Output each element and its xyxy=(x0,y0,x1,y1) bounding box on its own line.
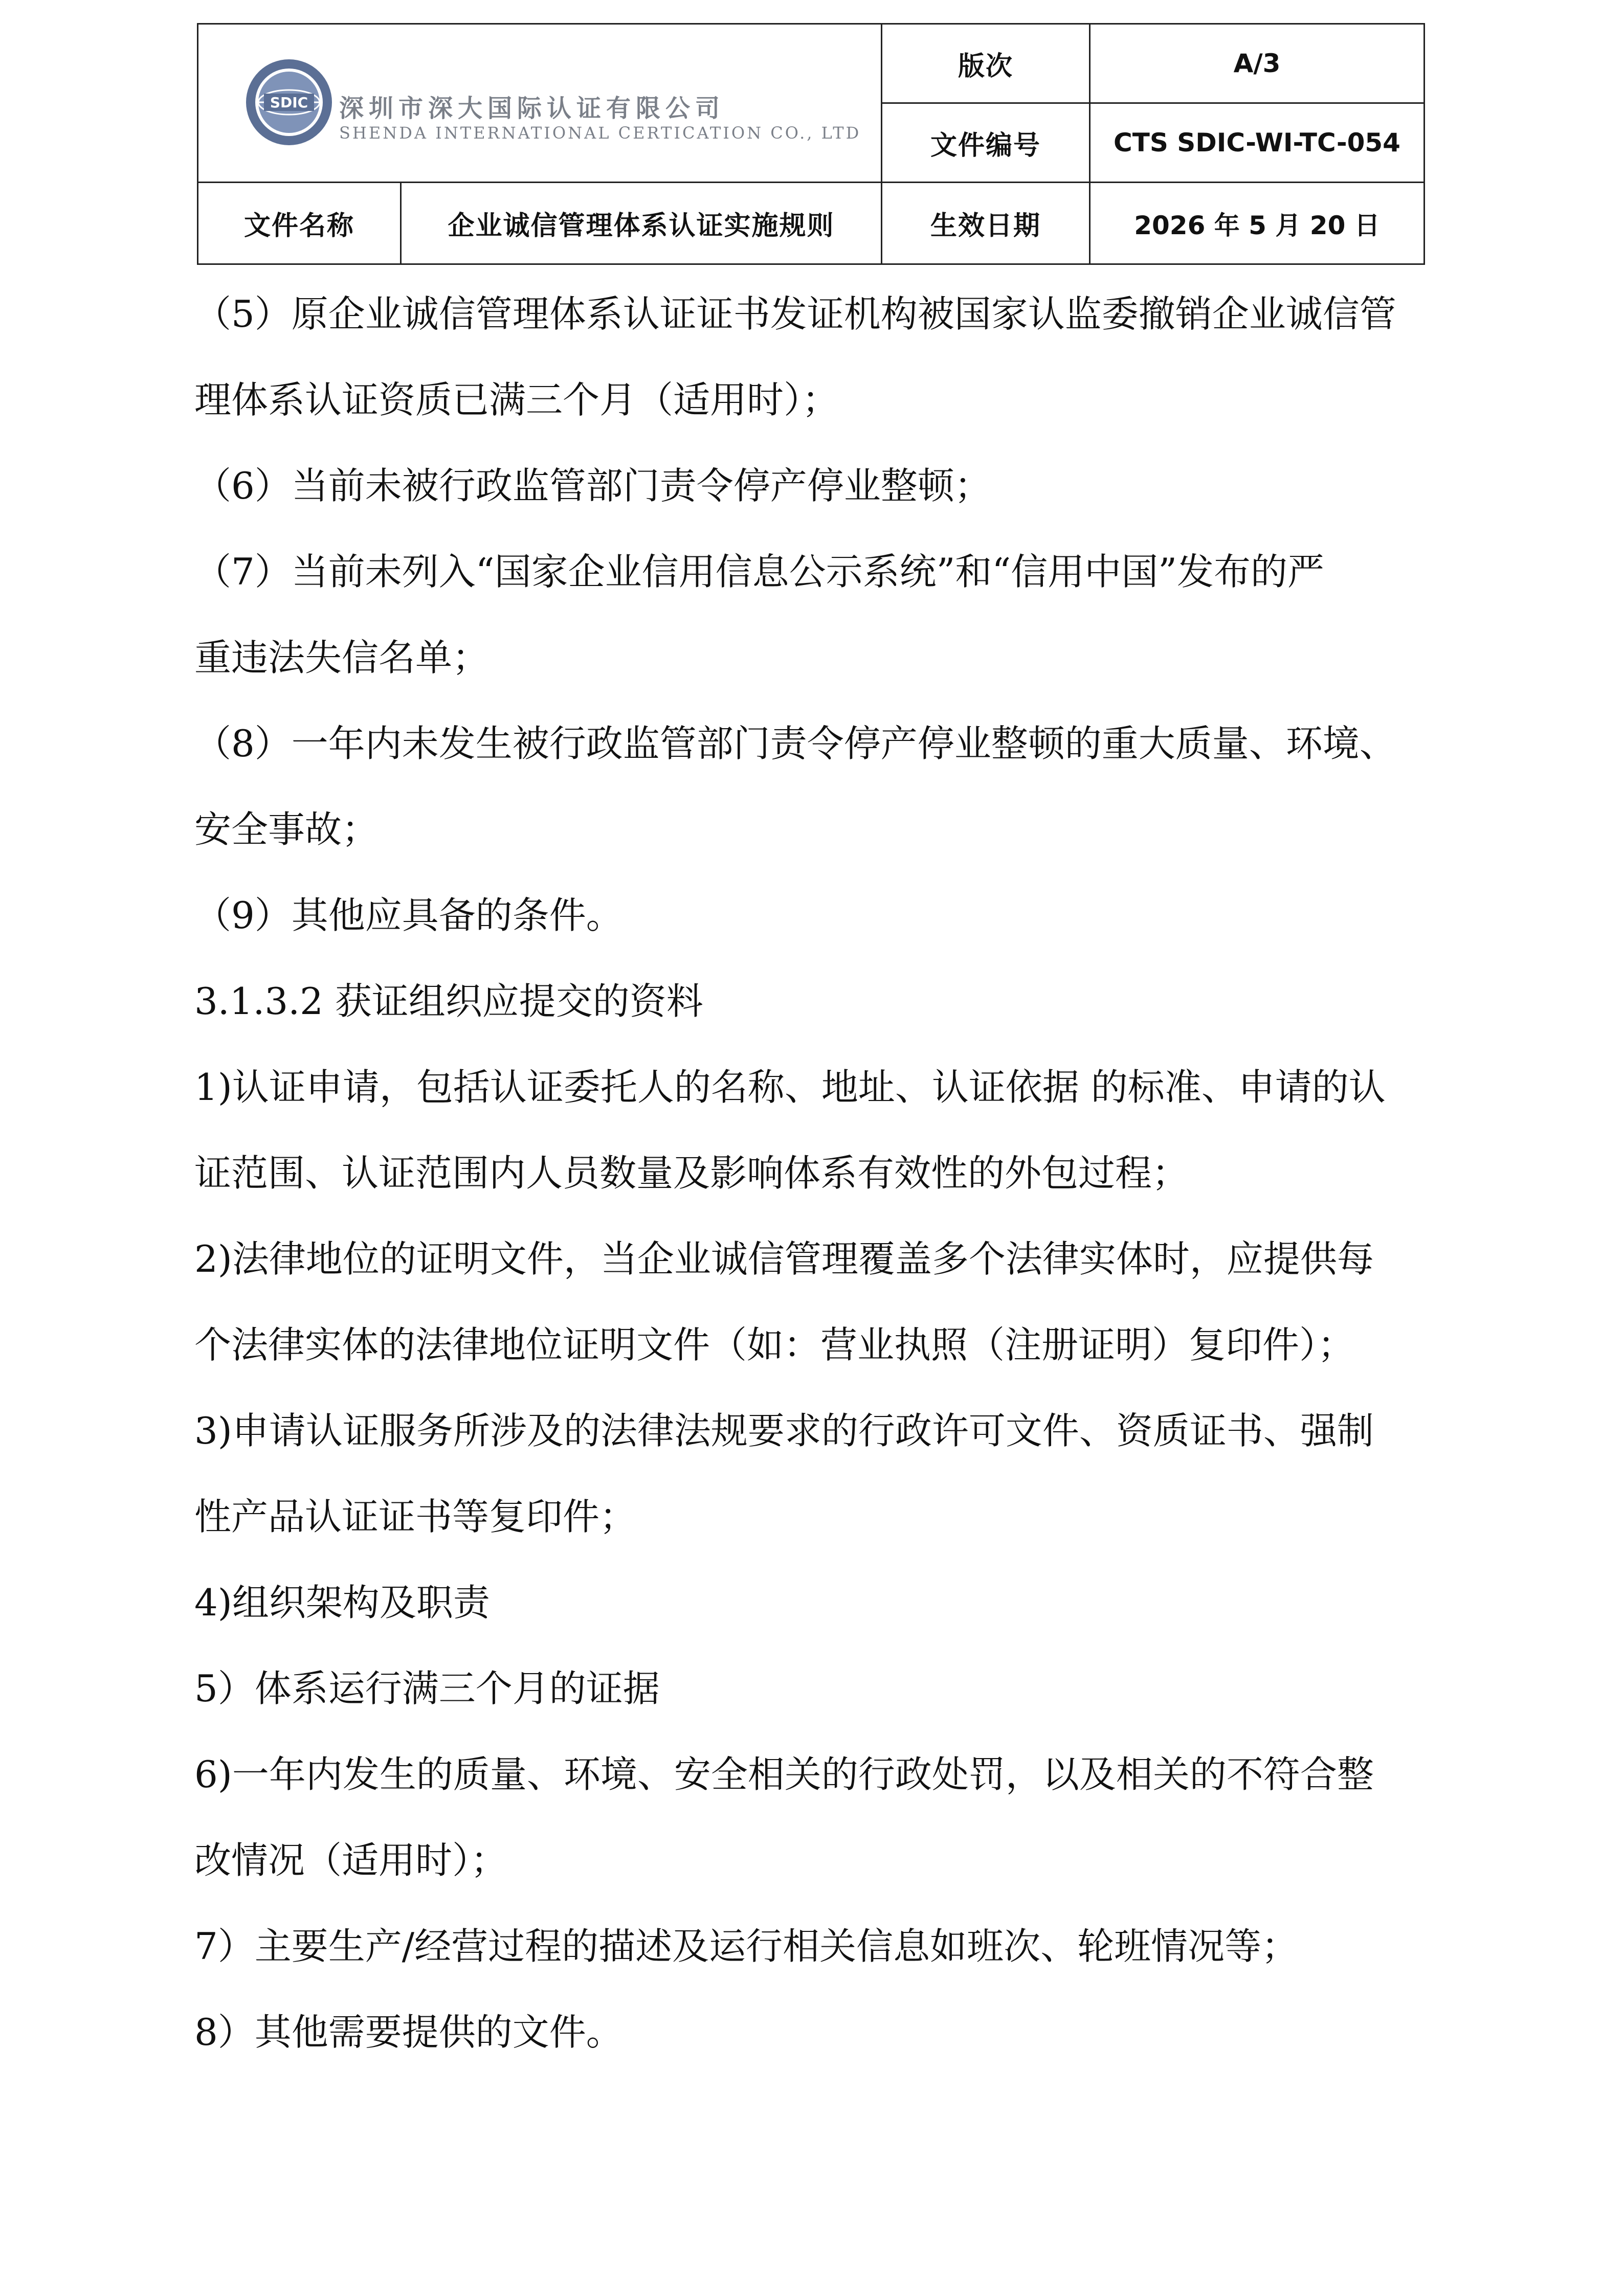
version-value: A/3 xyxy=(1090,24,1425,103)
document-header-table xyxy=(197,23,1425,265)
body-line: （5）原企业诚信管理体系认证证书发证机构被国家认监委撤销企业诚信管 xyxy=(194,292,1396,335)
company-logo xyxy=(244,58,986,155)
body-line: （8）一年内未发生被行政监管部门责令停产停业整顿的重大质量、环境、 xyxy=(194,722,1396,765)
body-line: （6）当前未被行政监管部门责令停产停业整顿； xyxy=(194,464,991,507)
document-name-label: 文件名称 xyxy=(198,183,401,264)
body-line: 4)组织架构及职责 xyxy=(194,1581,490,1624)
document-number-label: 文件编号 xyxy=(882,103,1090,183)
company-name-en: SHENDA INTERNATIONAL CERTICATION CO., LTD xyxy=(339,123,861,143)
body-line: 改情况（适用时）； xyxy=(194,1839,508,1882)
body-line: 证范围、认证范围内人员数量及影响体系有效性的外包过程； xyxy=(194,1152,1189,1195)
document-name-value: 企业诚信管理体系认证实施规则 xyxy=(401,183,882,264)
body-line: 6)一年内发生的质量、环境、安全相关的行政处罚，以及相关的不符合整 xyxy=(194,1753,1374,1796)
document-number-value: CTS SDIC-WI-TC-054 xyxy=(1090,103,1425,183)
body-line: （7）当前未列入“国家企业信用信息公示系统”和“信用中国”发布的严 xyxy=(194,550,1325,593)
company-logo-cell xyxy=(198,24,882,183)
sdic-seal-icon xyxy=(244,58,334,147)
document-body xyxy=(194,271,1442,2075)
body-line: 1)认证申请，包括认证委托人的名称、地址、认证依据 的标准、申请的认 xyxy=(194,1066,1386,1109)
body-line: 5）体系运行满三个月的证据 xyxy=(194,1667,660,1710)
body-line: 安全事故； xyxy=(194,808,379,851)
svg-text:SDIC: SDIC xyxy=(270,94,308,111)
body-line: 性产品认证证书等复印件； xyxy=(194,1495,637,1538)
body-line: 个法律实体的法律地位证明文件（如：营业执照（注册证明）复印件）； xyxy=(194,1323,1355,1366)
body-line: 8）其他需要提供的文件。 xyxy=(194,2011,623,2054)
body-line: 重违法失信名单； xyxy=(194,636,490,679)
company-name-cn: 深圳市深大国际认证有限公司 xyxy=(339,94,725,123)
section-heading: 3.1.3.2 获证组织应提交的资料 xyxy=(194,980,703,1023)
effective-date-value: 2026 年 5 月 20 日 xyxy=(1090,183,1425,264)
body-line: 3)申请认证服务所涉及的法律法规要求的行政许可文件、资质证书、强制 xyxy=(194,1409,1374,1452)
body-line: 7）主要生产/经营过程的描述及运行相关信息如班次、轮班情况等； xyxy=(194,1925,1299,1968)
body-line: 理体系认证资质已满三个月（适用时）； xyxy=(194,378,839,421)
version-label: 版次 xyxy=(882,24,1090,103)
body-line: 2)法律地位的证明文件，当企业诚信管理覆盖多个法律实体时，应提供每 xyxy=(194,1237,1374,1280)
body-line: （9）其他应具备的条件。 xyxy=(194,894,623,937)
effective-date-label: 生效日期 xyxy=(882,183,1090,264)
